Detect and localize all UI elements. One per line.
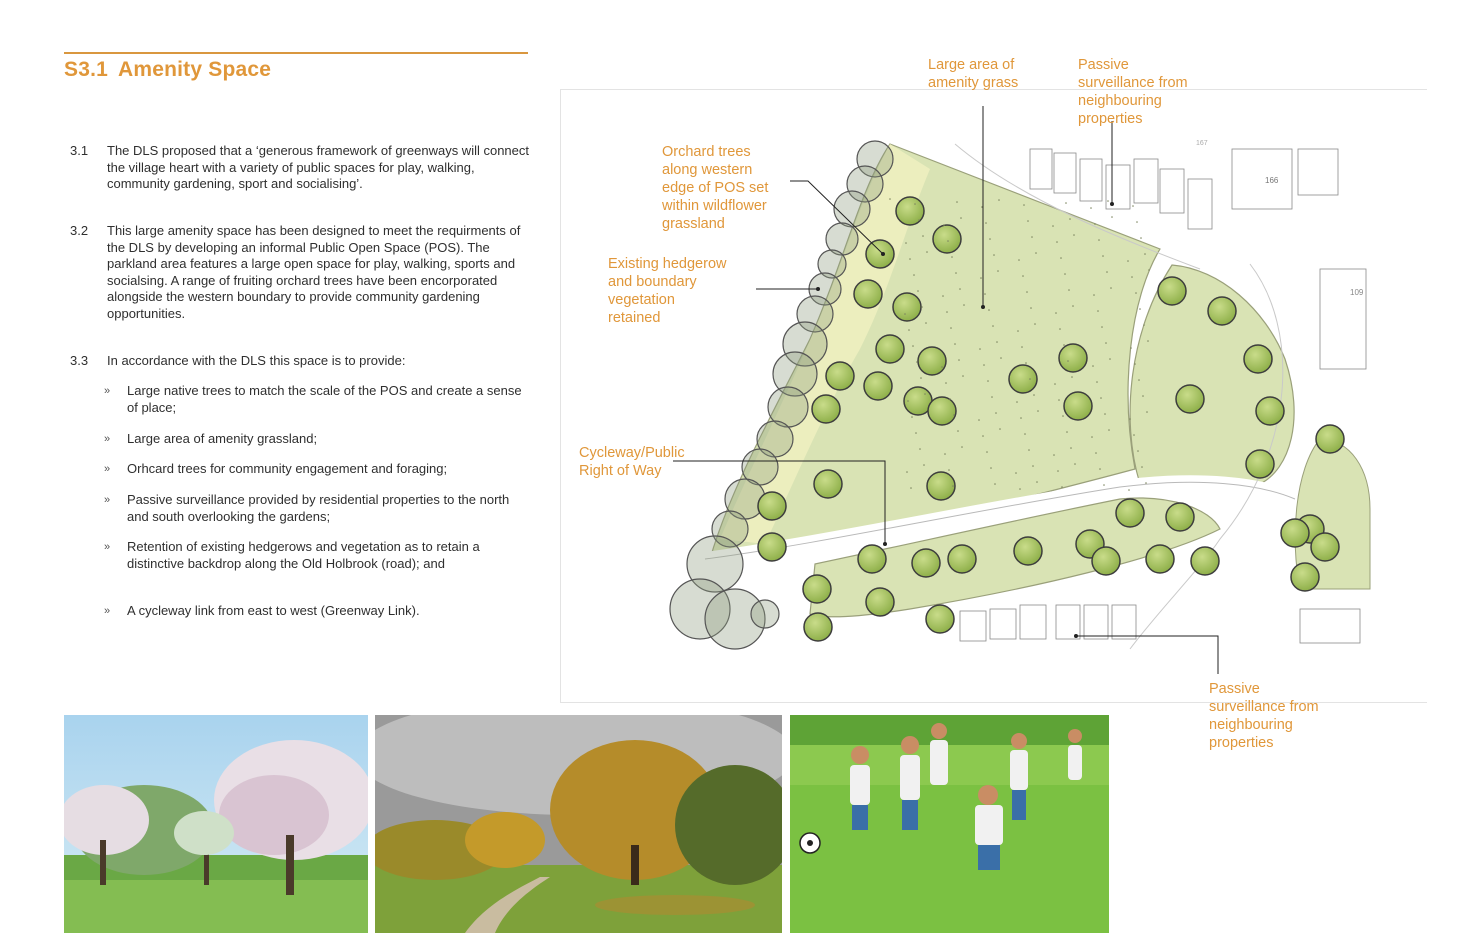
paragraph-text: This large amenity space has been designed to meet the requirments of the DLS by developing an informal Public Open Space (POS). The parkland area features a large open space for play, walking, sports and socialsing. A range of fruiting orchard trees have been encorporated alongside the western boundary to provide community gardening opportunities. [107, 223, 521, 321]
grass-dot [1074, 463, 1076, 465]
grass-dot [1020, 417, 1022, 419]
grass-dot [1017, 330, 1019, 332]
grass-dot [1090, 207, 1092, 209]
grass-dot [1034, 323, 1036, 325]
grass-dot [1028, 449, 1030, 451]
grass-dot [1071, 376, 1073, 378]
label-cycleway: Cycleway/Public Right of Way [579, 445, 685, 479]
tree-canopy [1244, 345, 1272, 373]
tree-canopy [896, 197, 924, 225]
grass-dot [1026, 291, 1028, 293]
grass-dot [1129, 418, 1131, 420]
grass-dot [917, 290, 919, 292]
grass-dot [906, 471, 908, 473]
grass-dot [1069, 218, 1071, 220]
grass-dot [1109, 358, 1111, 360]
grass-dot [909, 258, 911, 260]
tree-canopy [826, 362, 854, 390]
grass-dot [1035, 252, 1037, 254]
grass-dot [1137, 450, 1139, 452]
bullet-item [104, 492, 534, 525]
grass-dot [908, 329, 910, 331]
grass-dot [948, 469, 950, 471]
grass-dot [956, 201, 958, 203]
bullet-marker: » [104, 433, 111, 445]
grass-dot [1021, 346, 1023, 348]
grass-dot [1068, 289, 1070, 291]
grass-dot [997, 270, 999, 272]
tree-canopy [893, 293, 921, 321]
grass-dot [987, 380, 989, 382]
grass-dot [1143, 324, 1145, 326]
tree-canopy [1059, 344, 1087, 372]
paragraph-number: 3.2 [70, 223, 89, 238]
grass-dot [1100, 397, 1102, 399]
grass-dot [1060, 257, 1062, 259]
tree-canopy [864, 372, 892, 400]
grass-dot [913, 274, 915, 276]
bullet-text: Passive surveillance provided by residential properties to the north and south overlooking the gardens; [127, 492, 510, 524]
tree-canopy [1191, 547, 1219, 575]
grass-dot [985, 222, 987, 224]
grass-dot [1036, 481, 1038, 483]
grass-dot [1142, 395, 1144, 397]
grass-dot [920, 377, 922, 379]
grass-dot [1091, 436, 1093, 438]
tree-canopy [866, 588, 894, 616]
grass-dot [996, 341, 998, 343]
grass-dot [1133, 434, 1135, 436]
grass-dot [1145, 482, 1147, 484]
grass-dot [905, 242, 907, 244]
grass-dot [1062, 415, 1064, 417]
tree-canopy [927, 472, 955, 500]
grass-dot [889, 198, 891, 200]
grass-dot [984, 293, 986, 295]
grass-dot [1102, 255, 1104, 257]
grass-dot [1055, 312, 1057, 314]
grass-dot [1093, 294, 1095, 296]
grass-dot [1101, 326, 1103, 328]
bullet-marker: » [104, 385, 111, 397]
tree-canopy [854, 280, 882, 308]
tree-canopy [804, 613, 832, 641]
grass-dot [1132, 205, 1134, 207]
grass-dot [978, 419, 980, 421]
plot-number: 167 [1196, 140, 1208, 147]
bullet-text: Large area of amenity grassland; [127, 431, 318, 446]
page-title [64, 58, 271, 82]
grass-dot [1108, 429, 1110, 431]
grass-dot [958, 359, 960, 361]
grass-dot [914, 203, 916, 205]
grass-dot [1030, 307, 1032, 309]
grass-dot [910, 487, 912, 489]
bullet-text: Large native trees to match the scale of the POS and create a sense of place; [127, 383, 522, 415]
grass-dot [983, 364, 985, 366]
tree-canopy [812, 395, 840, 423]
tree-canopy [1064, 392, 1092, 420]
bullet-item [104, 461, 534, 478]
bullet-item [104, 431, 534, 448]
grass-dot [1054, 383, 1056, 385]
grass-dot [1094, 223, 1096, 225]
section-title: Amenity Space [118, 58, 272, 81]
grass-dot [986, 451, 988, 453]
paragraph-3-2 [70, 223, 540, 322]
tree-canopy [1009, 365, 1037, 393]
bullet-marker: » [104, 463, 111, 475]
grass-dot [991, 396, 993, 398]
tree-canopy [1256, 397, 1284, 425]
grass-dot [915, 432, 917, 434]
grass-dot [923, 464, 925, 466]
paragraph-text: The DLS proposed that a ‘generous framework of greenways will connect the village heart with a variety of public spaces for play, walking, community gardening, sport and socialising’. [107, 143, 529, 191]
grass-dot [1072, 305, 1074, 307]
plot-number: 166 [1265, 176, 1279, 185]
grass-dot [945, 382, 947, 384]
grass-dot [979, 348, 981, 350]
grass-dot [904, 313, 906, 315]
grass-dot [1066, 431, 1068, 433]
bullet-item [104, 539, 534, 572]
grass-dot [919, 448, 921, 450]
tree-canopy [928, 397, 956, 425]
bullet-text: Retention of existing hedgerows and vegetation as to retain a distinctive backdrop along the Old Holbrook (road); and [127, 539, 480, 571]
grass-dot [1027, 220, 1029, 222]
grass-dot [1033, 394, 1035, 396]
grass-dot [924, 393, 926, 395]
grass-dot [1110, 287, 1112, 289]
grass-dot [943, 224, 945, 226]
grass-dot [921, 306, 923, 308]
grass-dot [1053, 454, 1055, 456]
tree-canopy [1246, 450, 1274, 478]
grass-dot [1019, 488, 1021, 490]
grass-dot [963, 304, 965, 306]
tree-canopy [1176, 385, 1204, 413]
plot-number: 109 [1350, 288, 1364, 297]
grass-dot [989, 238, 991, 240]
grass-dot [1073, 234, 1075, 236]
grass-dot [1096, 381, 1098, 383]
grass-dot [918, 219, 920, 221]
tree-canopy [1316, 425, 1344, 453]
label-orchard-trees: Orchard trees along western edge of POS set within wildflower grassland [662, 144, 769, 232]
grass-dot [1148, 269, 1150, 271]
tree-canopy [866, 240, 894, 268]
grass-dot [1134, 363, 1136, 365]
grass-dot [993, 254, 995, 256]
paragraph-text: In accordance with the DLS this space is to provide: [107, 353, 406, 368]
grass-dot [1106, 271, 1108, 273]
grass-dot [1107, 200, 1109, 202]
grass-dot [922, 235, 924, 237]
grass-dot [1024, 433, 1026, 435]
tree-canopy [1208, 297, 1236, 325]
tree-canopy [926, 605, 954, 633]
grass-dot [1056, 241, 1058, 243]
grass-dot [941, 366, 943, 368]
grass-dot [982, 435, 984, 437]
tree-canopy [1158, 277, 1186, 305]
grass-dot [1052, 225, 1054, 227]
grass-dot [999, 428, 1001, 430]
grass-dot [1067, 360, 1069, 362]
tree-canopy [1014, 537, 1042, 565]
grass-dot [1140, 237, 1142, 239]
section-number: S3.1 [64, 58, 108, 81]
bullet-marker: » [104, 494, 111, 506]
grass-dot [994, 483, 996, 485]
grass-dot [1135, 292, 1137, 294]
paragraph-number: 3.3 [70, 353, 89, 368]
grass-dot [992, 325, 994, 327]
grass-dot [1058, 399, 1060, 401]
grass-dot [995, 412, 997, 414]
tree-canopy [1311, 533, 1339, 561]
tree-canopy [1116, 499, 1144, 527]
label-surveillance-north: Passive surveillance from neighbouring properties [1078, 57, 1188, 127]
grass-dot [1018, 259, 1020, 261]
grass-dot [1059, 328, 1061, 330]
tree-canopy [1166, 503, 1194, 531]
grass-dot [1064, 273, 1066, 275]
paragraph-number: 3.1 [70, 143, 89, 158]
orchard-blossom-photo [64, 715, 368, 933]
tree-canopy [918, 347, 946, 375]
tree-canopy [1146, 545, 1174, 573]
grass-dot [959, 288, 961, 290]
tree-canopy [814, 470, 842, 498]
grass-dot [954, 343, 956, 345]
grass-dot [1131, 276, 1133, 278]
grass-dot [942, 295, 944, 297]
paragraph-3-3 [70, 353, 540, 370]
grass-dot [957, 430, 959, 432]
grass-dot [980, 277, 982, 279]
grass-dot [950, 327, 952, 329]
grass-dot [1057, 470, 1059, 472]
grass-dot [1063, 344, 1065, 346]
tree-canopy [858, 545, 886, 573]
grass-dot [1022, 275, 1024, 277]
grass-dot [1138, 379, 1140, 381]
bullet-item [104, 383, 534, 416]
grass-dot [1141, 466, 1143, 468]
grass-dot [1111, 216, 1113, 218]
tree-canopy [933, 225, 961, 253]
grass-dot [988, 309, 990, 311]
grass-dot [962, 375, 964, 377]
grass-dot [1144, 253, 1146, 255]
grass-dot [953, 414, 955, 416]
label-hedgerow: Existing hedgerow and boundary vegetation retained [608, 256, 727, 326]
paragraph-3-1 [70, 143, 540, 193]
tree-canopy [912, 549, 940, 577]
grass-dot [1070, 447, 1072, 449]
grass-dot [952, 485, 954, 487]
grass-dot [955, 272, 957, 274]
grass-dot [1092, 365, 1094, 367]
grass-dot [1104, 413, 1106, 415]
grass-dot [1098, 239, 1100, 241]
grass-dot [1029, 378, 1031, 380]
bullet-item [104, 603, 534, 620]
grass-dot [1016, 401, 1018, 403]
grass-dot [1130, 347, 1132, 349]
grass-dot [1105, 342, 1107, 344]
bullet-marker: » [104, 541, 111, 553]
grass-dot [947, 240, 949, 242]
tree-canopy [758, 492, 786, 520]
grass-dot [1025, 362, 1027, 364]
grass-dot [1023, 204, 1025, 206]
grass-dot [1000, 357, 1002, 359]
grass-dot [1139, 308, 1141, 310]
tree-canopy [948, 545, 976, 573]
grass-dot [911, 416, 913, 418]
grass-dot [907, 400, 909, 402]
grass-dot [916, 361, 918, 363]
grass-dot [1099, 468, 1101, 470]
grass-dot [1037, 410, 1039, 412]
tree-canopy [1291, 563, 1319, 591]
grass-dot [1032, 465, 1034, 467]
grass-dot [1061, 486, 1063, 488]
grass-dot [1097, 310, 1099, 312]
grass-dot [1127, 260, 1129, 262]
grass-dot [990, 467, 992, 469]
title-rule [64, 52, 528, 54]
grass-dot [951, 256, 953, 258]
grass-dot [961, 446, 963, 448]
grass-dot [1103, 484, 1105, 486]
grass-dot [1031, 236, 1033, 238]
grass-dot [925, 322, 927, 324]
grass-dot [1147, 340, 1149, 342]
park-path-autumn-photo [375, 715, 782, 933]
grass-dot [998, 199, 1000, 201]
label-amenity-grass: Large area of amenity grass [928, 57, 1019, 91]
tree-canopy [876, 335, 904, 363]
tree-canopy [803, 575, 831, 603]
grass-dot [1128, 489, 1130, 491]
grass-dot [944, 453, 946, 455]
bullet-text: A cycleway link from east to west (Greenway Link). [127, 603, 420, 618]
grass-dot [960, 217, 962, 219]
tree-canopy [1092, 547, 1120, 575]
grass-dot [926, 251, 928, 253]
bullet-text: Orhcard trees for community engagement and foraging; [127, 461, 448, 476]
grass-dot [1136, 221, 1138, 223]
grass-dot [1095, 452, 1097, 454]
tree-canopy [1281, 519, 1309, 547]
tree-canopy [758, 533, 786, 561]
grass-dot [1065, 202, 1067, 204]
children-football-photo [790, 715, 1109, 933]
grass-dot [949, 398, 951, 400]
grass-dot [946, 311, 948, 313]
bullet-marker: » [104, 605, 111, 617]
grass-dot [1146, 411, 1148, 413]
grass-dot [912, 345, 914, 347]
grass-dot [1015, 472, 1017, 474]
label-surveillance-south: Passive surveillance from neighbouring properties [1209, 681, 1319, 751]
